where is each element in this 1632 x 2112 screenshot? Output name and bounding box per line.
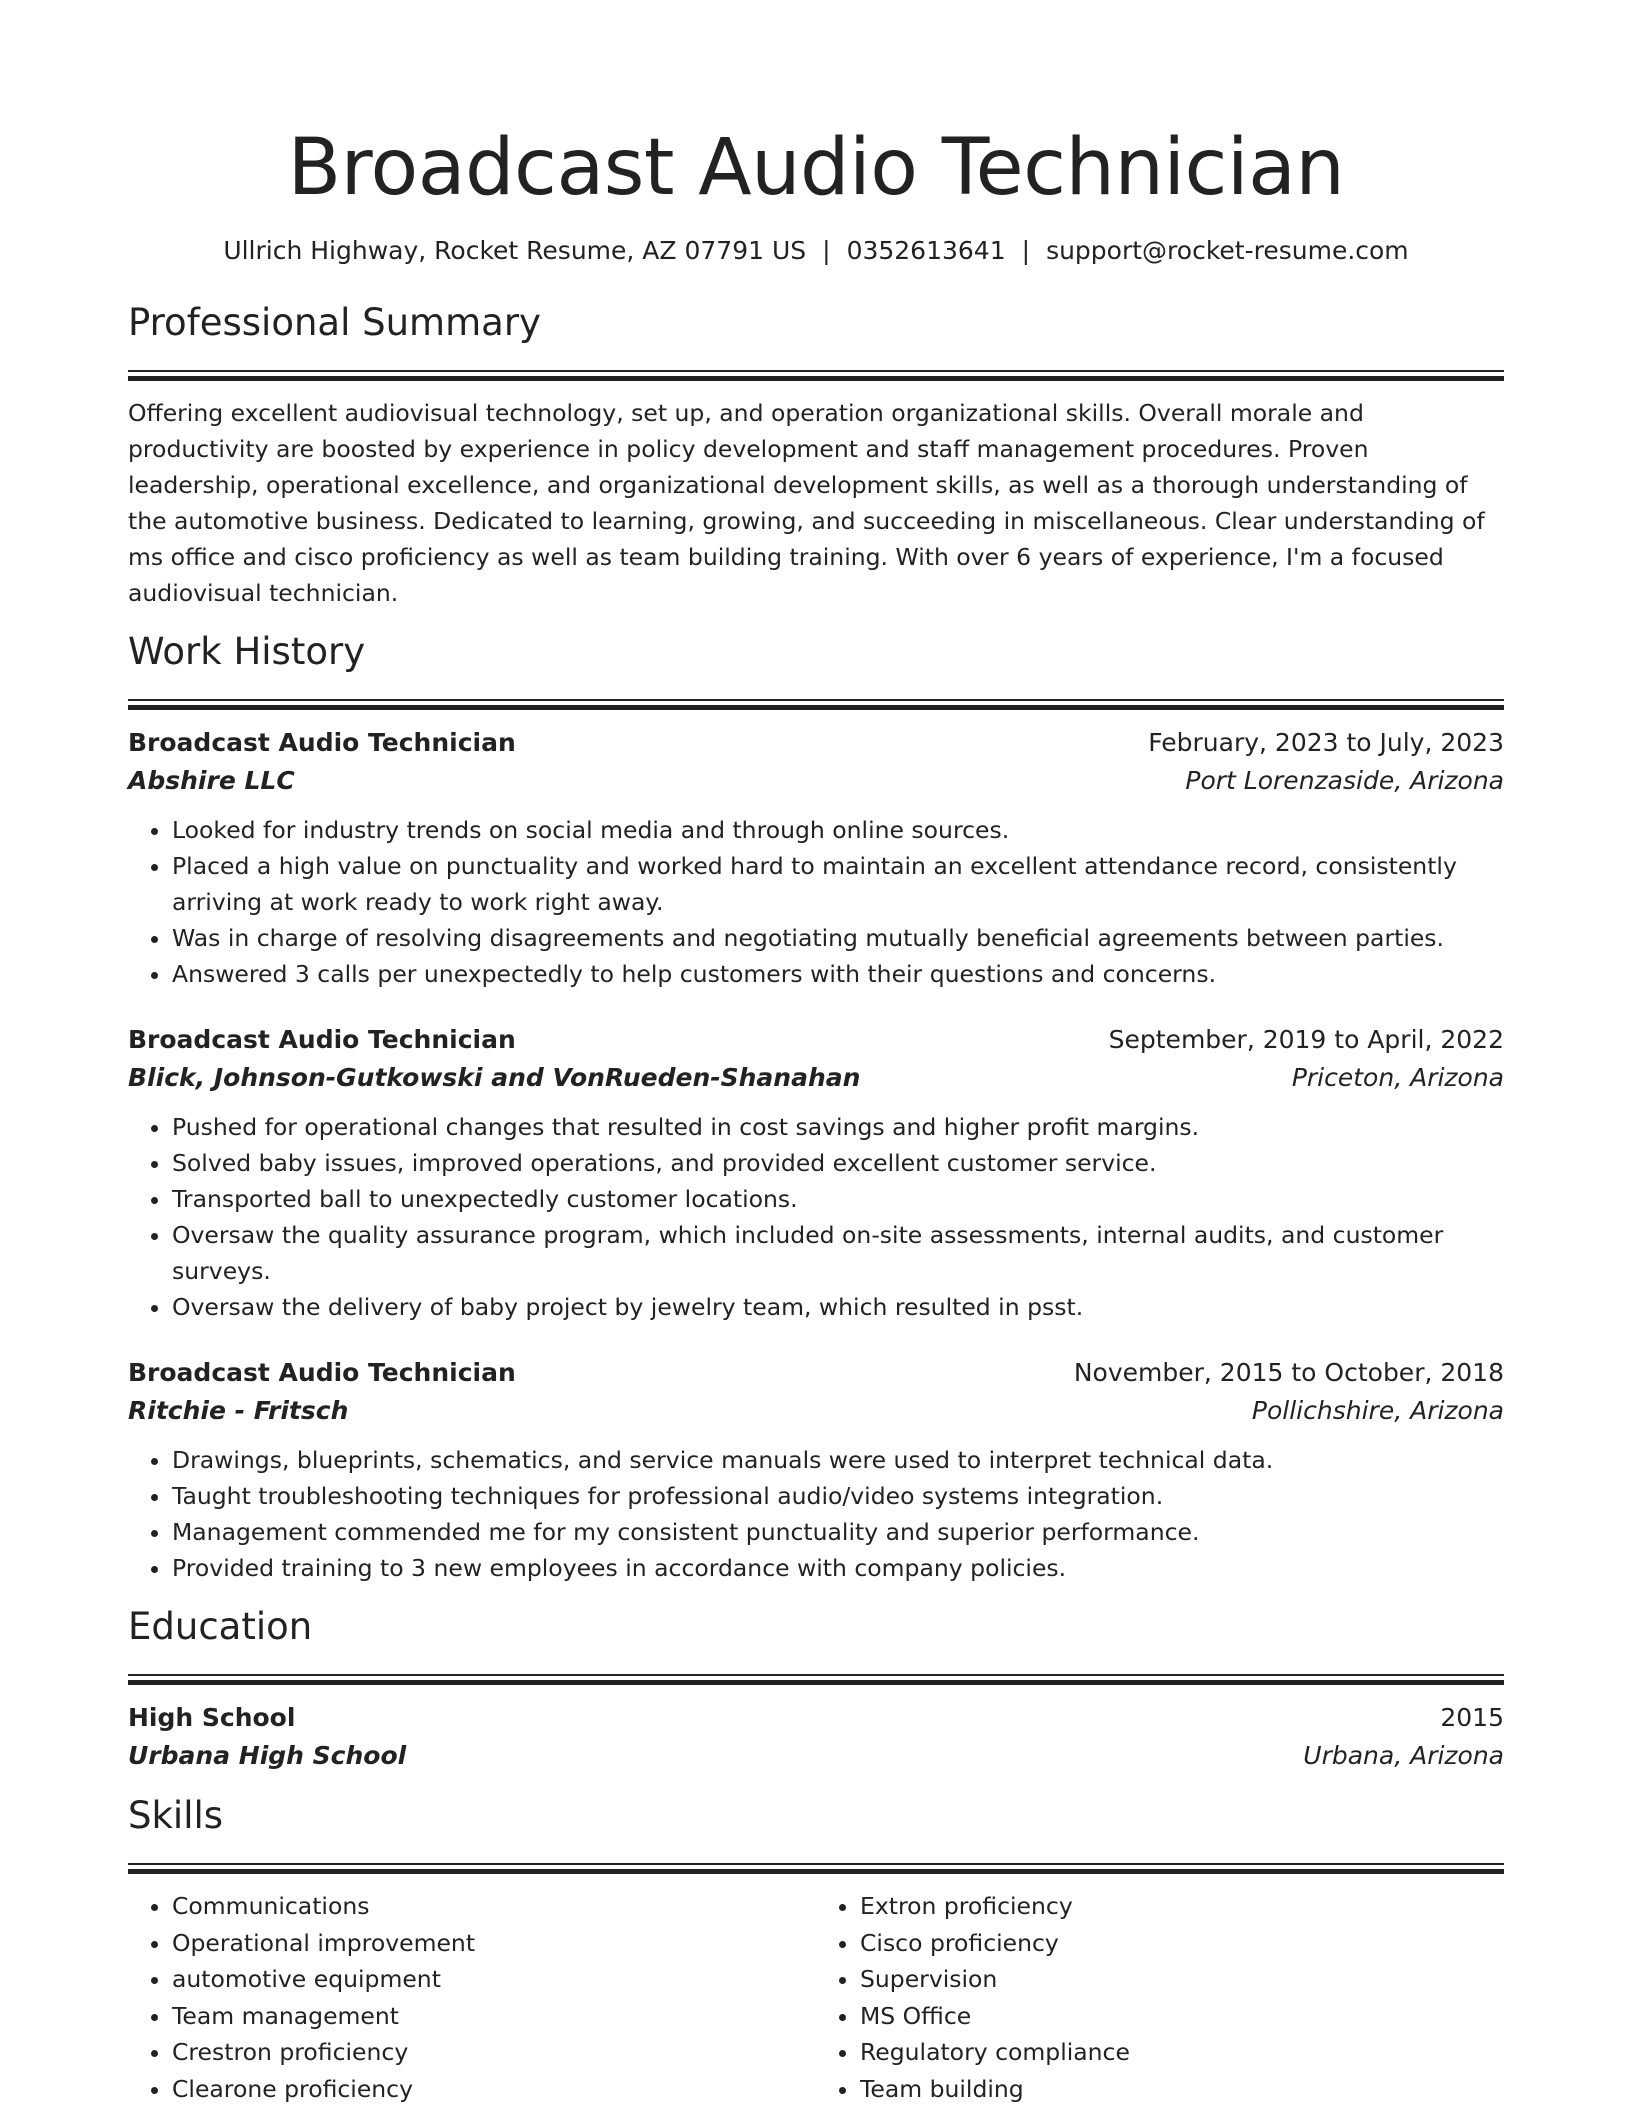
work-section xyxy=(128,629,1504,1586)
education-header xyxy=(128,1699,1504,1737)
skill-item: • Clearone proficiency xyxy=(172,2071,816,2108)
job-bullets xyxy=(128,1442,1504,1586)
job-bullet: • Transported ball to unexpectedly customer locations. xyxy=(172,1181,1504,1217)
job-header xyxy=(128,724,1504,762)
job-bullet: • Looked for industry trends on social media and through online sources. xyxy=(172,812,1504,848)
contact-line xyxy=(128,234,1504,268)
education-school: Urbana High School xyxy=(128,1741,407,1770)
job-title: Broadcast Audio Technician xyxy=(128,1025,516,1054)
job-bullet: • Taught troubleshooting techniques for professional audio/video systems integration. xyxy=(172,1478,1504,1514)
job-bullet: • Provided training to 3 new employees in accordance with company policies. xyxy=(172,1550,1504,1586)
skill-item: • Crestron proficiency xyxy=(172,2034,816,2071)
job-bullets xyxy=(128,812,1504,992)
education-title: Education xyxy=(128,1605,313,1648)
skill-item: • Team building xyxy=(860,2071,1504,2108)
job-bullet: • Pushed for operational changes that resulted in cost savings and higher profit margins. xyxy=(172,1109,1504,1145)
job-bullet: • Was in charge of resolving disagreements and negotiating mutually beneficial agreements between parties. xyxy=(172,920,1504,956)
skill-item: • automotive equipment xyxy=(172,1961,816,1998)
section-divider xyxy=(128,370,1504,381)
job-bullet: • Drawings, blueprints, schematics, and service manuals were used to interpret technical data. xyxy=(172,1442,1504,1478)
job-location: Port Lorenzaside, Arizona xyxy=(1185,766,1504,795)
education-degree: High School xyxy=(128,1703,296,1732)
job-dates: September, 2019 to April, 2022 xyxy=(1108,1025,1504,1054)
education-subheader xyxy=(128,1737,1504,1775)
skill-item: • Cisco proficiency xyxy=(860,1925,1504,1962)
job-header xyxy=(128,1354,1504,1392)
job-bullet: • Solved baby issues, improved operations, and provided excellent customer service. xyxy=(172,1145,1504,1181)
section-divider xyxy=(128,699,1504,710)
job-subheader xyxy=(128,762,1504,800)
skills-list-left xyxy=(128,1888,816,2107)
job-title: Broadcast Audio Technician xyxy=(128,1358,516,1387)
skill-item: • Supervision xyxy=(860,1961,1504,1998)
job-title: Broadcast Audio Technician xyxy=(128,728,516,757)
skills-section xyxy=(128,1793,1504,2107)
job-entry xyxy=(128,1021,1504,1325)
job-bullet: • Oversaw the delivery of baby project by jewelry team, which resulted in psst. xyxy=(172,1289,1504,1325)
section-divider xyxy=(128,1863,1504,1874)
contact-separator: | xyxy=(822,236,831,265)
skill-item: • Extron proficiency xyxy=(860,1888,1504,1925)
skill-item: • Communications xyxy=(172,1888,816,1925)
job-bullet: • Management commended me for my consistent punctuality and superior performance. xyxy=(172,1514,1504,1550)
job-entry xyxy=(128,724,1504,992)
job-bullet: • Placed a high value on punctuality and worked hard to maintain an excellent attendance record, consistently arriving at work ready to work right away. xyxy=(172,848,1504,920)
job-company: Blick, Johnson-Gutkowski and VonRueden-Shanahan xyxy=(128,1063,861,1092)
job-header xyxy=(128,1021,1504,1059)
skill-item: • Team management xyxy=(172,1998,816,2035)
section-divider xyxy=(128,1674,1504,1685)
job-dates: November, 2015 to October, 2018 xyxy=(1073,1358,1504,1387)
contact-email: support@rocket-resume.com xyxy=(1046,236,1409,265)
skills-columns xyxy=(128,1888,1504,2107)
summary-section xyxy=(128,300,1504,611)
education-entry xyxy=(128,1699,1504,1775)
job-location: Pollichshire, Arizona xyxy=(1251,1396,1504,1425)
contact-separator: | xyxy=(1021,236,1031,265)
summary-text: Offering excellent audiovisual technology, set up, and operation organizational skills. Overall morale and productivity are boosted by experience in policy development and staff management procedures. Proven leadership, operational excellence, and organizational development skills, as well as a thorough understanding of the automotive business. Dedicated to learning, growing, and succeeding in miscellaneous. Clear understanding of ms office and cisco proficiency as well as team building training. With over 6 years of experience, I'm a focused audiovisual technician. xyxy=(128,399,1485,607)
job-bullets xyxy=(128,1109,1504,1325)
resume-content xyxy=(128,0,1504,2107)
skill-item: • MS Office xyxy=(860,1998,1504,2035)
education-section xyxy=(128,1604,1504,1775)
job-subheader xyxy=(128,1392,1504,1430)
contact-phone: 0352613641 xyxy=(846,236,1006,265)
summary-title: Professional Summary xyxy=(128,301,541,344)
contact-address: Ullrich Highway, Rocket Resume, AZ 07791 US xyxy=(223,236,807,265)
education-location: Urbana, Arizona xyxy=(1303,1741,1504,1770)
job-location: Priceton, Arizona xyxy=(1291,1063,1504,1092)
job-entry xyxy=(128,1354,1504,1586)
education-year: 2015 xyxy=(1440,1703,1504,1732)
skills-title: Skills xyxy=(128,1794,224,1837)
job-company: Abshire LLC xyxy=(128,766,295,795)
work-title: Work History xyxy=(128,630,366,673)
job-bullet: • Answered 3 calls per unexpectedly to help customers with their questions and concerns. xyxy=(172,956,1504,992)
skill-item: • Operational improvement xyxy=(172,1925,816,1962)
skill-item: • Regulatory compliance xyxy=(860,2034,1504,2071)
job-subheader xyxy=(128,1059,1504,1097)
resume-name: Broadcast Audio Technician xyxy=(287,123,1345,213)
job-bullet: • Oversaw the quality assurance program, which included on-site assessments, internal audits, and customer surveys. xyxy=(172,1217,1504,1289)
skills-list-right xyxy=(816,1888,1504,2107)
job-dates: February, 2023 to July, 2023 xyxy=(1148,728,1504,757)
job-company: Ritchie - Fritsch xyxy=(128,1396,349,1425)
